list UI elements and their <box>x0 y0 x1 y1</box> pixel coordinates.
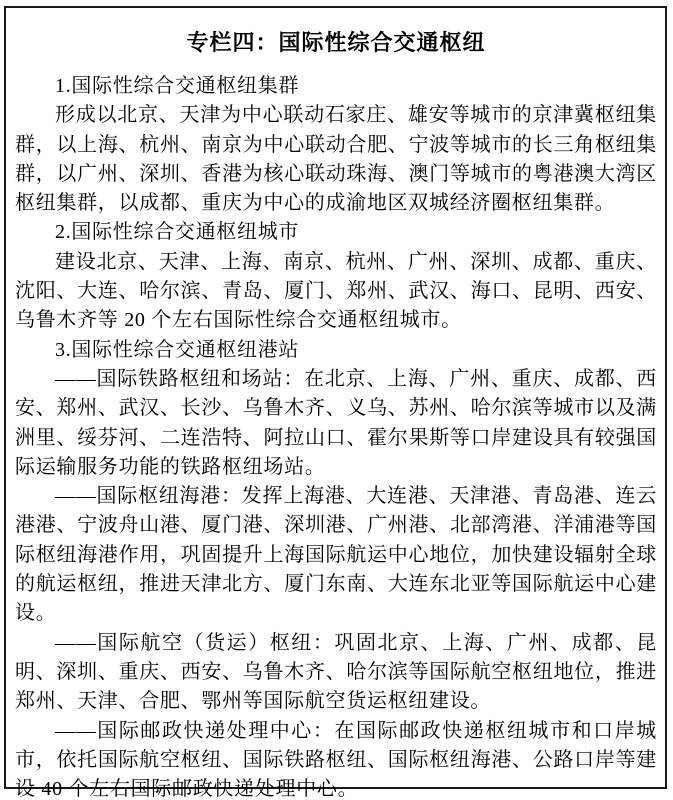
paragraph: 建设北京、天津、上海、南京、杭州、广州、深圳、成都、重庆、沈阳、大连、哈尔滨、青岛、厦门、郑州、武汉、海口、昆明、西安、乌鲁木齐等 20 个左右国际性综合交通枢纽城市。 <box>15 250 657 332</box>
panel-title: 专栏四：国际性综合交通枢纽 <box>186 30 486 55</box>
paragraph: 2.国际性综合交通枢纽城市 <box>55 221 300 244</box>
column-four-panel <box>4 6 667 800</box>
paragraph: 形成以北京、天津为中心联动石家庄、雄安等城市的京津冀枢纽集群，以上海、杭州、南京为中心联动合肥、宁波等城市的长三角枢纽集群，以广州、深圳、香港为核心联动珠海、澳门等城市的粤港澳大湾区枢纽集群，以成都、重庆为中心的成渝地区双城经济圈枢纽集群。 <box>15 104 657 215</box>
paragraph: ——国际航空（货运）枢纽：巩固北京、上海、广州、成都、昆明、深圳、重庆、西安、乌鲁木齐、哈尔滨等国际航空枢纽地位，推进郑州、天津、合肥、鄂州等国际航空货运枢纽建设。 <box>15 631 657 713</box>
paragraph: 1.国际性综合交通枢纽集群 <box>55 75 300 97</box>
panel-body <box>15 72 657 800</box>
paragraph: 3.国际性综合交通枢纽港站 <box>55 338 300 361</box>
paragraph: ——国际枢纽海港：发挥上海港、大连港、天津港、青岛港、连云港港、宁波舟山港、厦门港、深圳港、广州港、北部湾港、洋浦港等国际枢纽海港作用，巩固提升上海国际航运中心地位，加快建设辐射全球的航运枢纽，推进天津北方、厦门东南、大连东北亚等国际航运中心建设。 <box>15 485 657 625</box>
paragraph: ——国际铁路枢纽和场站：在北京、上海、广州、重庆、成都、西安、郑州、武汉、长沙、乌鲁木齐、义乌、苏州、哈尔滨等城市以及满洲里、绥芬河、二连浩特、阿拉山口、霍尔果斯等口岸建设具有较强国际运输服务功能的铁路枢纽场站。 <box>15 367 657 478</box>
paragraph: ——国际邮政快递处理中心：在国际邮政快递枢纽城市和口岸城市，依托国际航空枢纽、国际铁路枢纽、国际枢纽海港、公路口岸等建设 40 个左右国际邮政快递处理中心。 <box>15 719 657 800</box>
